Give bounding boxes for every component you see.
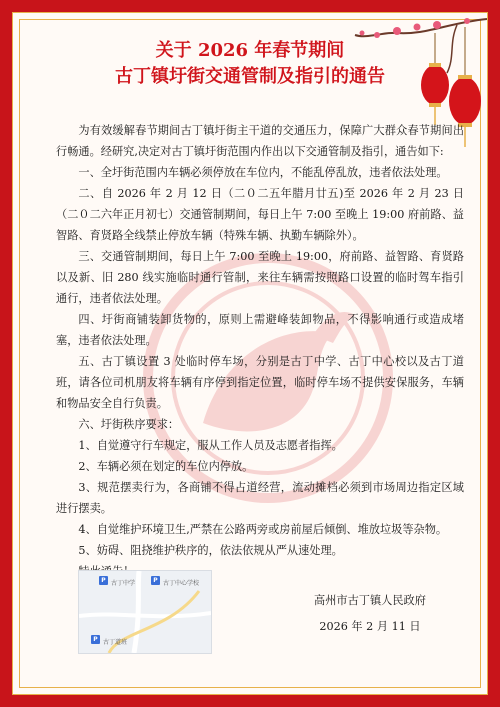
parking-map [78, 570, 212, 654]
map-label-road-station: 古丁道班 [103, 639, 128, 646]
paragraph-item-4: 四、圩街商铺装卸货物的，原则上需避峰装卸物品，不得影响通行或造成堵塞，违者依法处理。 [56, 313, 464, 347]
issue-date: 2026 年 2 月 11 日 [319, 620, 421, 633]
order-rule-5: 5、妨碍、阻挠维护秩序的，依法依规从严从速处理。 [78, 544, 343, 557]
order-rule-4: 4、自觉维护环境卫生,严禁在公路两旁或房前屋后倾倒、堆放垃圾等杂物。 [78, 523, 448, 536]
notice-title [40, 38, 460, 90]
order-rule-3: 3、规范摆卖行为，各商铺不得占道经营，流动摊档必须到市场周边指定区域进行摆卖。 [56, 481, 464, 515]
paragraph-item-3: 三、交通管制期间，每日上午 7:00 至晚上 19:00，府前路、益智路、育贤路以及新、旧 280 线实施临时通行管制，来往车辆需按照路口设置的临时驾车指引通行，违者依法处理。 [56, 250, 464, 305]
parking-pin-icon: P [91, 635, 100, 644]
order-rule-2: 2、车辆必须在划定的车位内停放。 [78, 460, 254, 473]
paragraph-item-5: 五、古丁镇设置 3 处临时停车场，分别是古丁中学、古丁中心校以及古丁道班，请各位司机朋友将车辆有序停到指定位置，临时停车场不提供安保服务，车辆和物品安全自行负责。 [56, 355, 464, 410]
paragraph-item-6: 六、圩街秩序要求： [78, 418, 180, 431]
parking-pin-icon: P [99, 576, 108, 585]
paragraph-item-1: 一、全圩街范围内车辆必须停放在车位内，不能乱停乱放，违者依法处理。 [78, 166, 448, 179]
paragraph-intro: 为有效缓解春节期间古丁镇圩街主干道的交通压力，保障广大群众春节期间出行畅通。经研究,决定对古丁镇圩街范围内作出以下交通管制及指引，通告如下: [56, 124, 464, 158]
parking-pin-icon: P [151, 576, 160, 585]
title-line-2: 古丁镇圩街交通管制及指引的通告 [115, 66, 385, 87]
notice-body [56, 120, 464, 582]
title-line-1: 关于 2026 年春节期间 [155, 40, 345, 61]
order-rule-1: 1、自觉遵守行车规定，服从工作人员及志愿者指挥。 [78, 439, 343, 452]
map-label-central-school: 古丁中心学校 [163, 580, 200, 587]
map-label-school: 古丁中学 [111, 580, 136, 587]
issuing-organization: 高州市古丁镇人民政府 [314, 594, 426, 607]
paragraph-item-2: 二、自 2026 年 2 月 12 日（二０二五年腊月廿五)至 2026 年 2 月 23 日（二０二六年正月初七）交通管制期间，每日上午 7:00 至晚上 19:00 府前路、益智路、育贤路全线禁止停放车辆（特殊车辆、执勤车辆除外）。 [56, 187, 464, 242]
signature-block [300, 588, 440, 640]
